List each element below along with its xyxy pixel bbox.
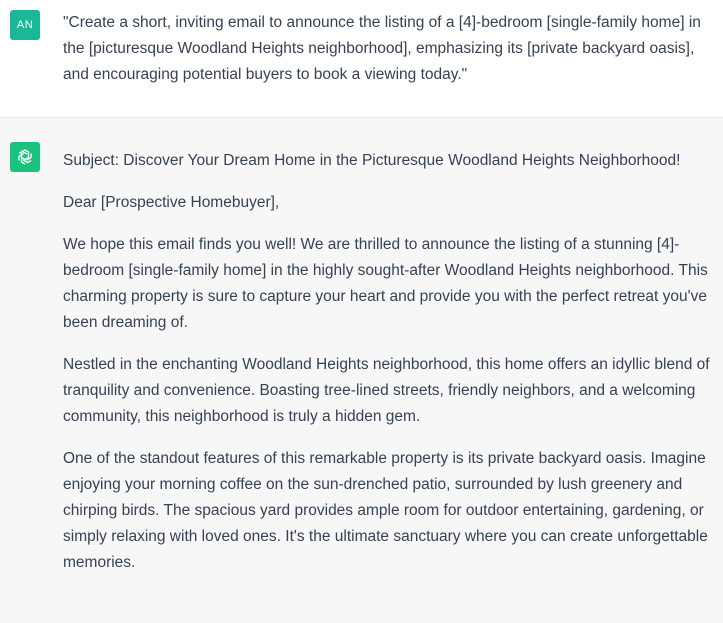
email-paragraph: One of the standout features of this remarkable property is its private backyard oasis. Imagine enjoying your morning coffee on the sun-drenched patio, surrounded by lush greenery and chirping birds. The spacious yard provides ample room for outdoor entertaining, gardening, or simply relaxing with loved ones. It's the ultimate sanctuary where you can create unforgettable memories. bbox=[63, 450, 708, 571]
email-paragraph: We hope this email finds you well! We are thrilled to announce the listing of a stunning [4]-bedroom [single-family home] in the highly sought-after Woodland Heights neighborhood. This charming property is sure to capture your heart and provide you with the perfect retreat you've been dreaming of. bbox=[63, 236, 708, 331]
assistant-message bbox=[0, 118, 723, 623]
user-message bbox=[0, 0, 723, 118]
email-greeting: Dear [Prospective Homebuyer], bbox=[63, 194, 280, 211]
user-avatar-initials: AN bbox=[16, 19, 34, 31]
user-message-text: "Create a short, inviting email to announce the listing of a [4]-bedroom [single-family home] in the [picturesque Woodland Heights neighborhood], emphasizing its [private backyard oasis], and encouraging potential buyers to book a viewing today." bbox=[63, 14, 701, 83]
assistant-message-text bbox=[63, 142, 723, 623]
email-paragraph: Nestled in the enchanting Woodland Heights neighborhood, this home offers an idyllic blend of tranquility and convenience. Boasting tree-lined streets, friendly neighbors, and a welcoming community, this neighborhood is truly a hidden gem. bbox=[63, 356, 710, 425]
user-avatar bbox=[10, 10, 40, 40]
openai-logo-icon bbox=[10, 142, 40, 172]
email-subject: Subject: Discover Your Dream Home in the Picturesque Woodland Heights Neighborhood! bbox=[63, 152, 681, 169]
